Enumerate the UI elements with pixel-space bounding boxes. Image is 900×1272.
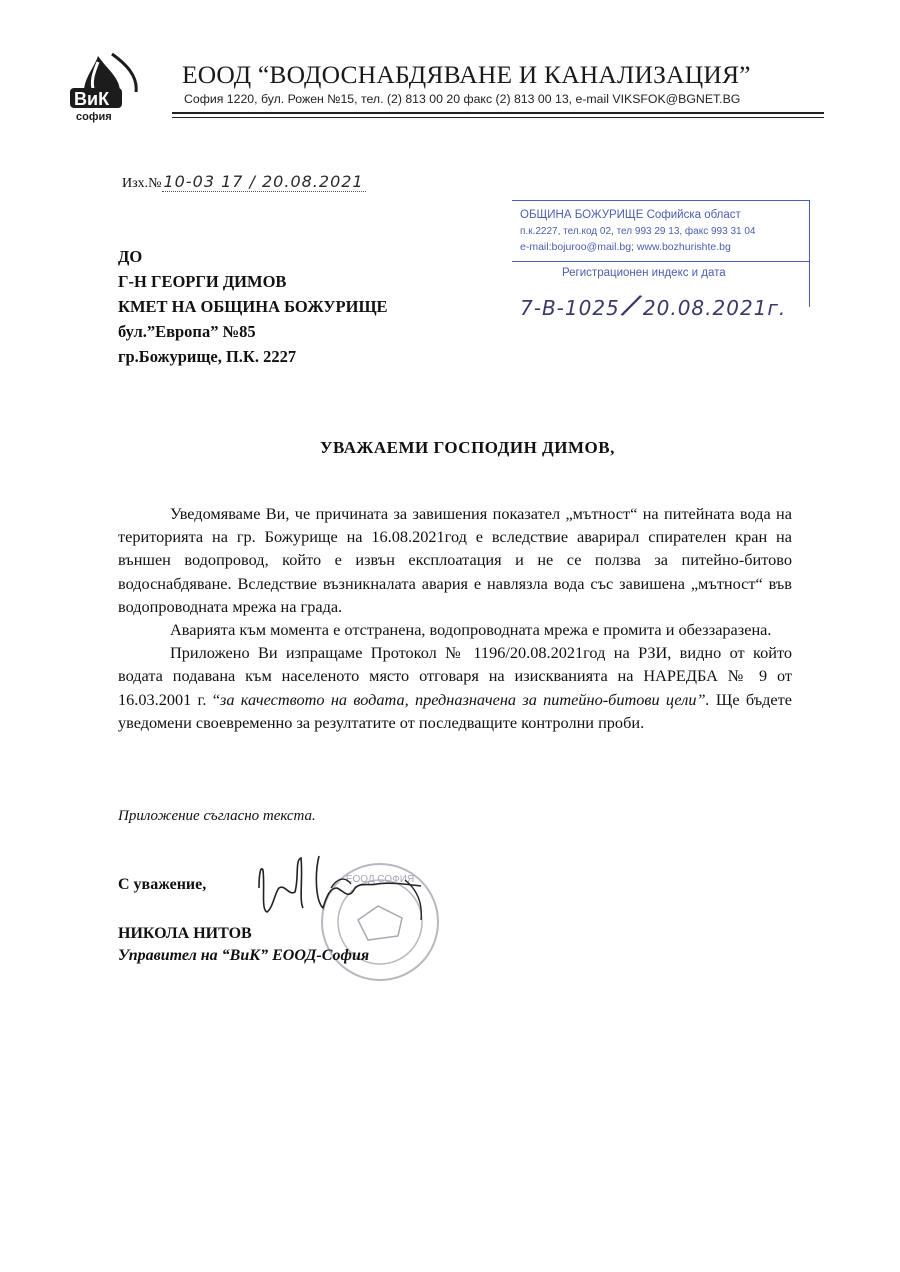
addressee-city: гр.Божурище, П.К. 2227 (118, 347, 297, 366)
letterhead-rule-thin (172, 117, 824, 118)
addressee-block (118, 244, 388, 369)
handwritten-signature (245, 848, 445, 928)
body-paragraph-3 (118, 641, 792, 734)
closing-regards: С уважение, (118, 876, 207, 893)
signer-role: Управител на “ВиК” ЕООД-София (118, 947, 370, 964)
salutation: УВАЖАЕМИ ГОСПОДИН ДИМОВ, (320, 438, 615, 457)
addressee-title: КМЕТ НА ОБЩИНА БОЖУРИЩЕ (118, 297, 388, 316)
logo-text: ВиК (74, 89, 110, 109)
addressee-to: ДО (118, 247, 143, 266)
stamp-line-municipality: ОБЩИНА БОЖУРИЩЕ Софийска област (520, 209, 741, 221)
addressee-street: бул.”Европа” №85 (118, 322, 256, 341)
body-paragraph-2: Аварията към момента е отстранена, водопроводната мрежа е промита и обеззаразена. (170, 620, 772, 640)
letter-body (118, 502, 792, 734)
body-paragraph-1: Уведомяваме Ви, че причината за завишения показател „мътност“ на питейната вода на територията на гр. Божурище на 16.08.2021год е вследствие аварирал спирателен кран на външен водопровод, който е извън експлоатация и не се ползва за питейно-битово водоснабдяване. Вследствие възникналата авария е навлязла вода със завишена „мътност“ във водопроводната мрежа на града. (118, 504, 792, 616)
letterhead-rule (172, 112, 824, 114)
signer-name: НИКОЛА НИТОВ (118, 925, 252, 942)
stamp-handwritten-entry (520, 288, 786, 323)
stamp-separator (512, 261, 809, 262)
outgoing-reference (122, 172, 366, 192)
body-paragraph-3-start: Приложено Ви изпращаме Протокол № 1196/20.08.2021год на РЗИ, видно от който водата подавана към населеното място отговаря на изискванията на НАРЕДБА № 9 от 16.03.2001 г. “ (118, 643, 792, 709)
company-name: ЕООД “ВОДОСНАБДЯВАНЕ И КАНАЛИЗАЦИЯ” (182, 60, 751, 89)
stamp-handwritten-index: 7-В-1025 (520, 296, 620, 320)
stamp-line-contacts: п.к.2227, тел.код 02, тел 993 29 13, факс 993 31 04 (520, 226, 756, 237)
logo-subtext: софия (76, 111, 112, 123)
reference-number: 10-03 17 / 20.08.2021 (163, 172, 364, 191)
vik-logo (68, 48, 164, 124)
stamp-line-index-label: Регистрационен индекс и дата (562, 267, 726, 279)
slash-mark: / (620, 287, 643, 324)
stamp-line-web: e-mail:bojuroo@mail.bg; www.bozhurishte.bg (520, 241, 731, 253)
addressee-name: Г-Н ГЕОРГИ ДИМОВ (118, 272, 287, 291)
stamp-handwritten-date: 20.08.2021г. (642, 296, 787, 320)
attachment-note: Приложение съгласно текста. (118, 808, 316, 824)
round-stamp-text: ЕООД СОФИЯ (345, 874, 415, 885)
body-paragraph-3-quote: за качеството на водата, предназначена за питейно-битови цели”. (219, 689, 710, 709)
body-paragraph-3-end: Ще бъдете уведомени своевременно за резултатите от последващите контролни проби. (118, 689, 792, 732)
company-address: София 1220, бул. Рожен №15, тел. (2) 813 00 20 факс (2) 813 00 13, e-mail VIKSFOK@BGNET.BG (184, 92, 741, 106)
reference-label: Изх.№ (122, 176, 162, 191)
